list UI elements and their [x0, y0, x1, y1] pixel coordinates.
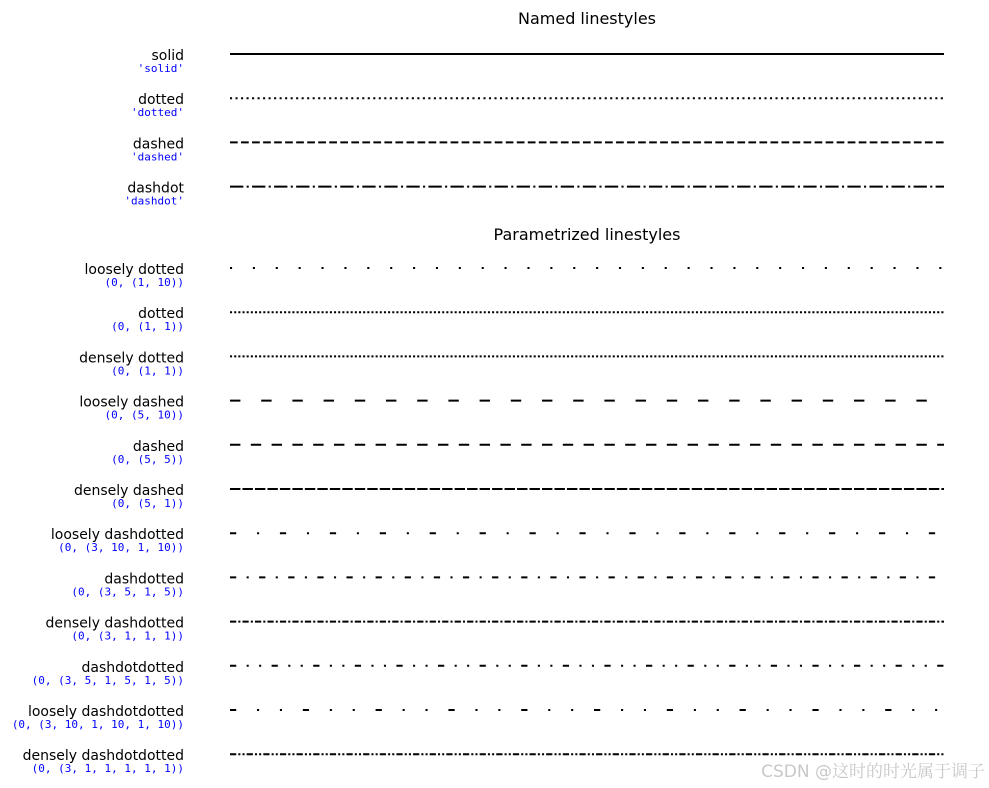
chart-marks — [12, 9, 944, 775]
linestyle-code: (0, (3, 10, 1, 10, 1, 10)) — [11, 718, 184, 731]
group-title: Parametrized linestyles — [493, 225, 681, 244]
linestyle-name: dotted — [138, 92, 184, 109]
linestyle-name: densely dotted — [79, 350, 184, 367]
linestyle-code: 'solid' — [137, 62, 184, 75]
linestyle-code: (0, (3, 5, 1, 5)) — [71, 585, 184, 599]
linestyle-name: solid — [151, 48, 184, 64]
linestyle-name: loosely dashed — [79, 394, 184, 411]
linestyle-code: (0, (5, 10)) — [104, 408, 184, 422]
linestyle-code: (0, (1, 1)) — [111, 364, 184, 378]
group-title: Named linestyles — [517, 9, 657, 28]
watermark: CSDN @这时的时光属于调子 — [761, 762, 985, 782]
linestyle-code: (0, (1, 1)) — [111, 320, 184, 334]
linestyle-name: dotted — [138, 306, 184, 323]
linestyle-name: densely dashdotdotted — [22, 748, 184, 765]
linestyle-name: loosely dashdotted — [50, 527, 184, 544]
linestyle-name: dashdotted — [104, 571, 184, 588]
linestyle-name: dashed — [132, 438, 184, 455]
linestyle-name: densely dashed — [73, 483, 184, 499]
linestyle-name: dashdot — [127, 180, 184, 197]
linestyle-name: densely dashdotted — [45, 615, 184, 632]
linestyle-code: (0, (1, 10)) — [104, 276, 184, 289]
linestyle-code: 'dashed' — [131, 150, 184, 164]
linestyle-name: loosely dashdotdotted — [27, 704, 184, 720]
linestyle-code: (0, (3, 1, 1, 1, 1, 1)) — [31, 762, 184, 776]
linestyle-code: 'dotted' — [131, 106, 184, 120]
linestyle-name: loosely dotted — [84, 262, 184, 278]
linestyle-code: (0, (5, 5)) — [111, 452, 184, 466]
linestyle-code: (0, (3, 10, 1, 10)) — [58, 541, 184, 555]
linestyle-name: dashdotdotted — [81, 659, 184, 676]
linestyle-code: (0, (5, 1)) — [111, 497, 184, 510]
linestyle-code: 'dashdot' — [124, 194, 184, 208]
linestyle-name: dashed — [132, 136, 184, 153]
linestyle-code: (0, (3, 5, 1, 5, 1, 5)) — [31, 673, 184, 687]
linestyle-code: (0, (3, 1, 1, 1)) — [71, 629, 184, 643]
